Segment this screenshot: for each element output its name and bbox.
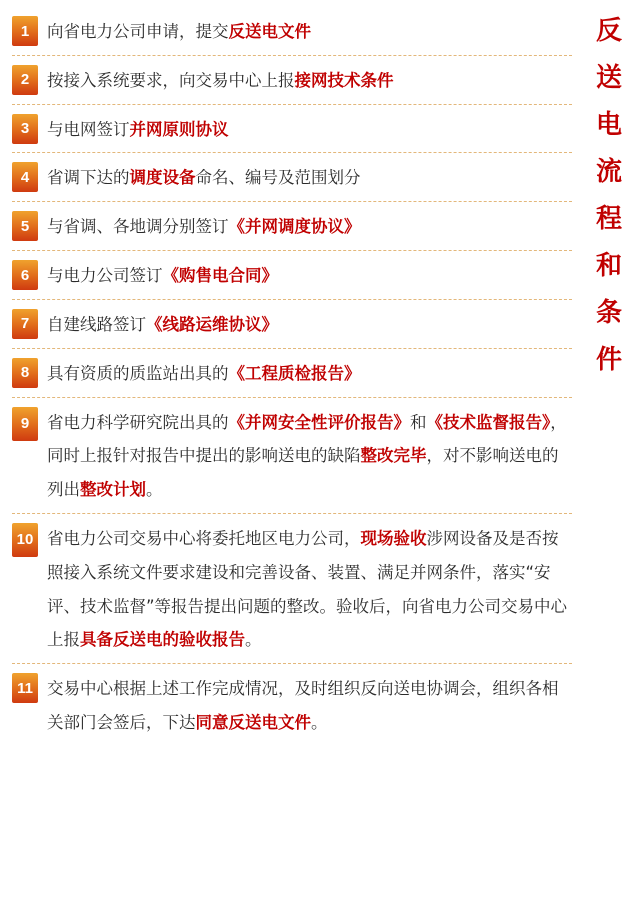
step-row (12, 63, 572, 105)
step-number-badge: 2 (12, 65, 38, 95)
step-text (47, 209, 572, 244)
step-number-badge: 11 (12, 673, 38, 703)
step-row (12, 405, 572, 514)
step-row (12, 209, 572, 251)
step-number-badge: 4 (12, 162, 38, 192)
step-number-badge: 6 (12, 260, 38, 290)
steps-list (12, 14, 572, 753)
step-number-badge: 1 (12, 16, 38, 46)
step-row (12, 258, 572, 300)
step-text-highlight: 《技术监督报告》 (426, 412, 551, 432)
step-text-highlight: 接网技术条件 (294, 70, 394, 90)
step-text-plain: ，同时上报针对报告中提出的影响送电的缺陷 (47, 412, 567, 466)
step-text-plain: 和 (410, 412, 427, 432)
step-text (47, 258, 572, 293)
vertical-title-char: 和 (595, 251, 622, 281)
step-text-plain: 命名、编号及范围划分 (195, 168, 361, 188)
vertical-title-char: 条 (595, 298, 622, 328)
step-text (47, 405, 572, 507)
step-text-plain: ，对不影响送电的列出 (47, 446, 559, 500)
step-text (47, 160, 572, 195)
step-text-highlight: 《购售电合同》 (162, 266, 278, 286)
vertical-title-char: 反 (595, 16, 622, 46)
step-text-plain: 。 (311, 713, 328, 732)
vertical-title-char: 程 (595, 204, 622, 234)
step-text (47, 521, 572, 657)
step-text-plain: 与电力公司签订 (47, 266, 163, 286)
step-text-plain: 省电力科学研究院出具的 (47, 412, 229, 432)
step-text-highlight: 具备反送电的验收报告 (80, 630, 245, 650)
step-text-plain: 省电力公司交易中心将委托地区电力公司， (47, 528, 361, 548)
step-text (47, 14, 572, 49)
step-number-badge: 7 (12, 309, 38, 339)
step-text-highlight: 并网原则协议 (129, 119, 229, 139)
step-row (12, 521, 572, 664)
step-text (47, 112, 572, 147)
step-number-badge: 5 (12, 211, 38, 241)
vertical-title (587, 18, 631, 394)
step-text-plain: 与电网签订 (47, 119, 130, 139)
step-text-plain: 与省调、各地调分别签订 (47, 217, 229, 237)
step-text-plain: 省调下达的 (47, 168, 130, 188)
step-text-highlight: 《线路运维协议》 (146, 314, 278, 334)
step-text-highlight: 《工程质检报告》 (228, 363, 361, 383)
step-row (12, 356, 572, 398)
step-text (47, 307, 572, 342)
step-text-highlight: 《并网安全性评价报告》 (228, 412, 410, 432)
step-row (12, 112, 572, 154)
step-text-highlight: 反送电文件 (228, 22, 311, 41)
step-text-highlight: 同意反送电文件 (195, 713, 311, 732)
vertical-title-char: 件 (595, 345, 622, 375)
step-text-plain: 向省电力公司申请，提交 (47, 22, 229, 41)
step-number-badge: 9 (12, 407, 38, 441)
step-number-badge: 3 (12, 114, 38, 144)
step-text-highlight: 《并网调度协议》 (228, 217, 361, 237)
step-text-plain: 自建线路签订 (47, 314, 146, 334)
step-row (12, 14, 572, 56)
step-text-plain: 交易中心根据上述工作完成情况，及时组织反向送电协调会，组织各相关部门会签后，下达 (47, 679, 559, 732)
vertical-title-char: 流 (595, 157, 622, 187)
step-number-badge: 8 (12, 358, 38, 388)
step-text-plain: 具有资质的质监站出具的 (47, 363, 229, 383)
step-text-highlight: 整改计划 (80, 480, 146, 500)
step-text-highlight: 现场验收 (360, 528, 427, 548)
step-number-badge: 10 (12, 523, 38, 557)
step-row (12, 160, 572, 202)
step-text-plain: 按接入系统要求，向交易中心上报 (47, 70, 295, 90)
step-row (12, 307, 572, 349)
step-text-highlight: 调度设备 (129, 168, 196, 188)
step-row (12, 671, 572, 746)
step-text-plain: 涉网设备及是否按照接入系统文件要求建设和完善设备、装置、满足并网条件，落实“安评、技术监督”等报告提出问题的整改。验收后，向省电力公司交易中心上报 (47, 528, 568, 650)
step-text-plain: 。 (146, 480, 163, 500)
step-text (47, 671, 572, 740)
vertical-title-char: 送 (595, 63, 622, 93)
vertical-title-char: 电 (595, 110, 622, 140)
step-text (47, 63, 572, 98)
step-text-highlight: 整改完毕 (360, 446, 427, 466)
step-text (47, 356, 572, 391)
step-text-plain: 。 (245, 630, 262, 650)
